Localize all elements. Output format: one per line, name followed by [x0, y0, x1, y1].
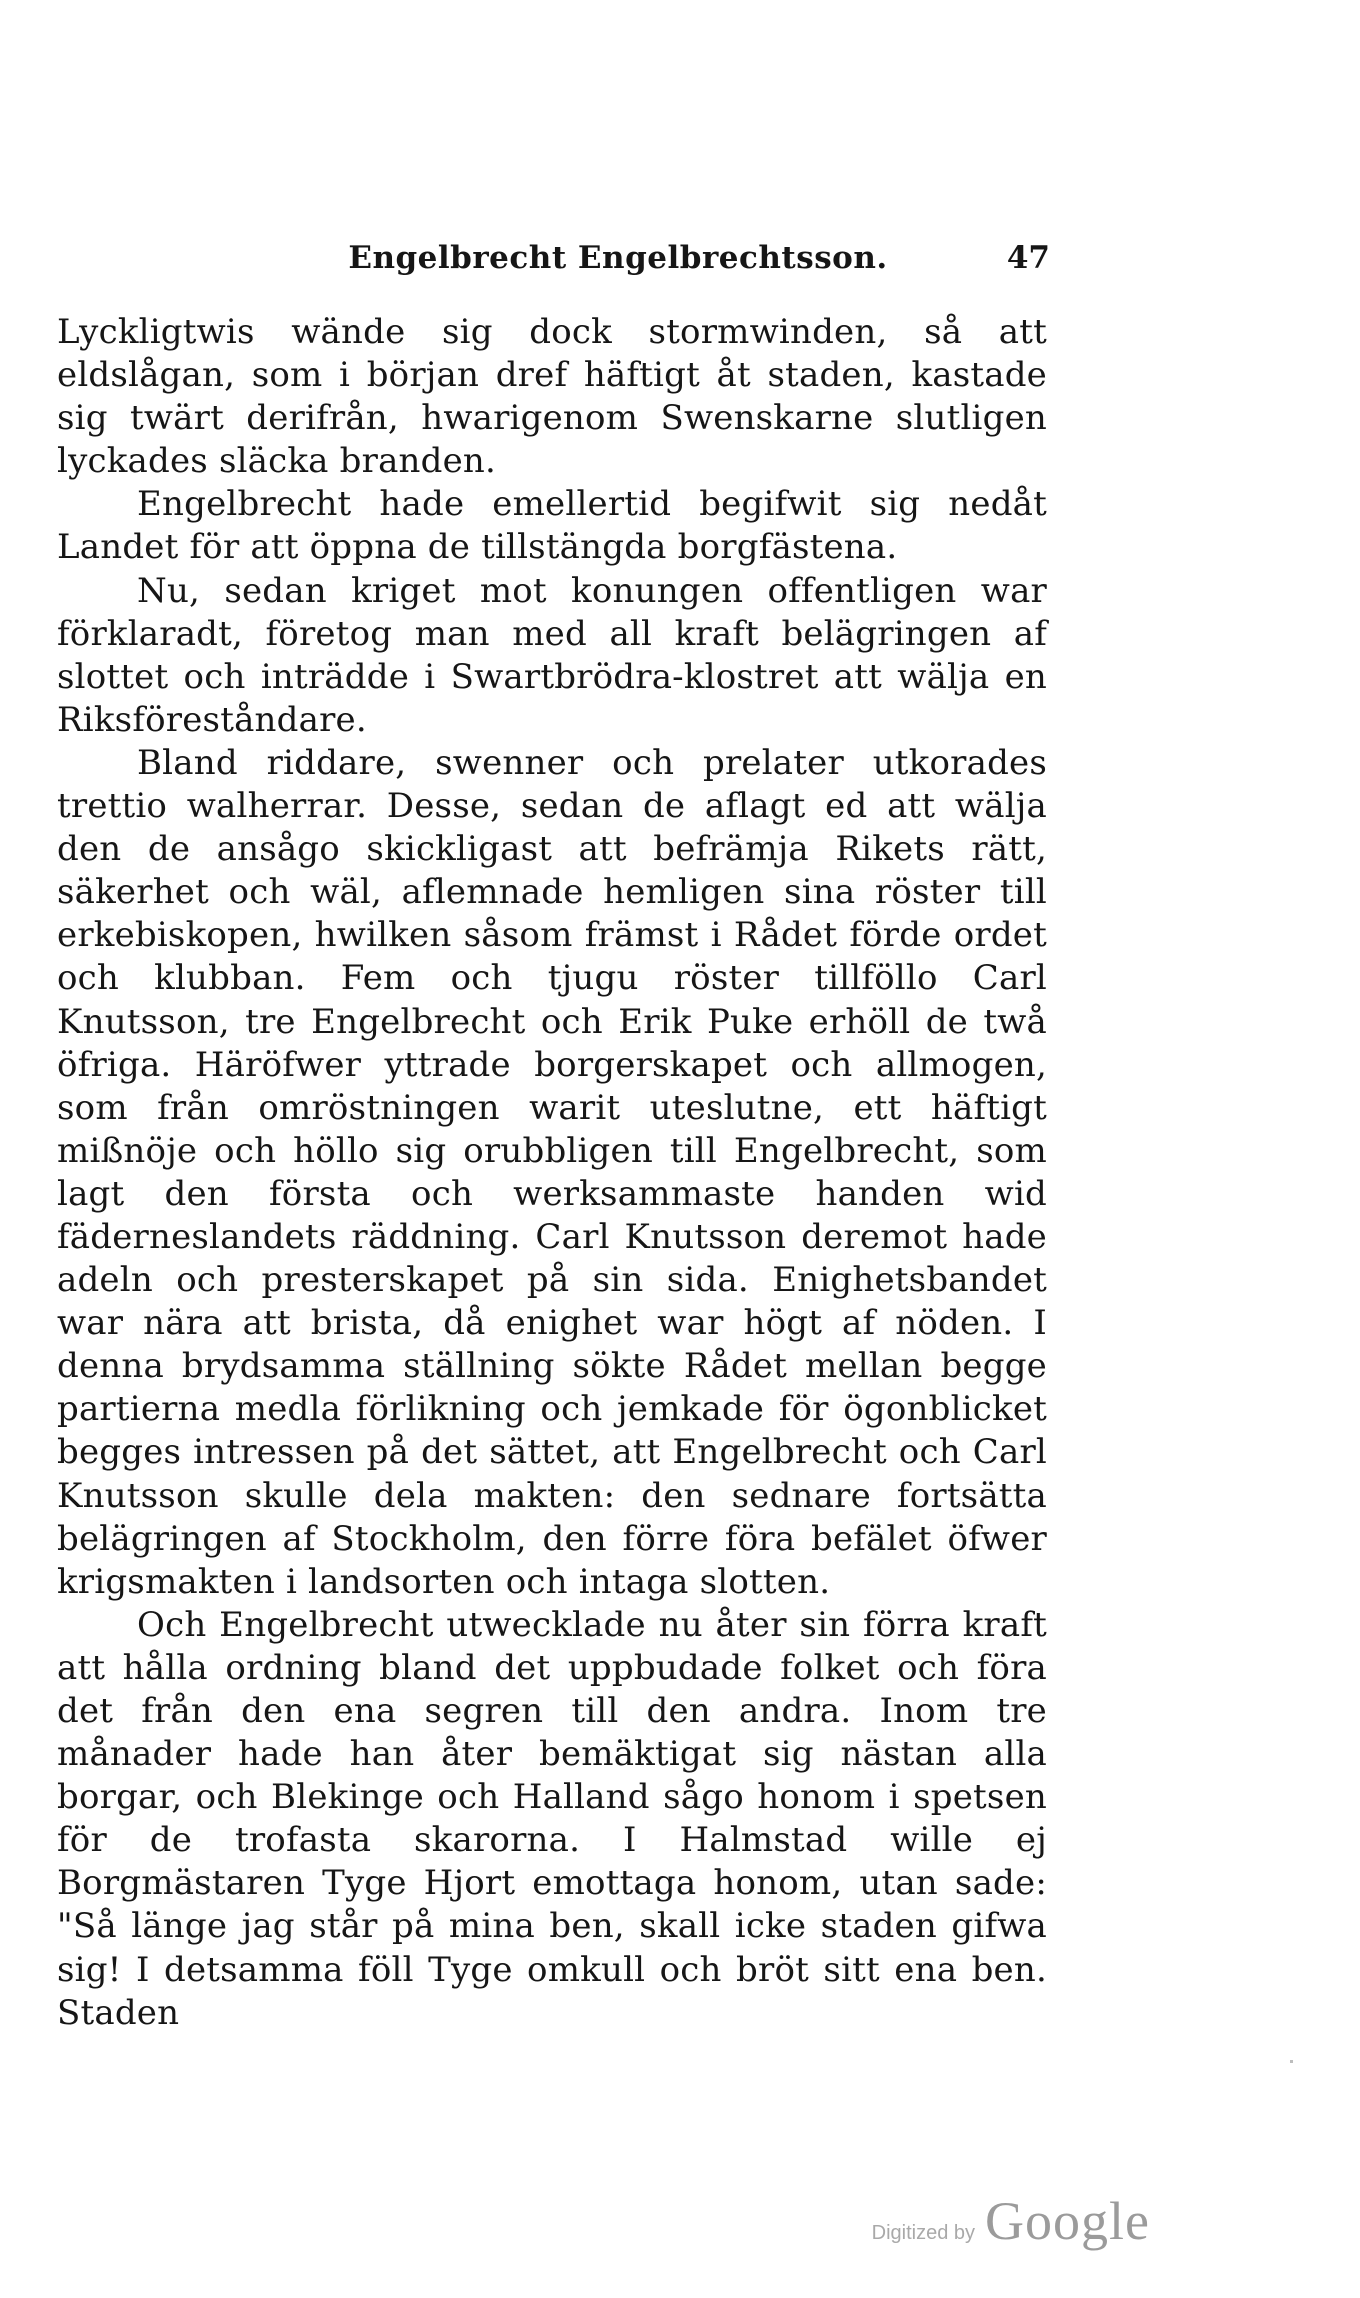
running-title: Engelbrecht Engelbrechtsson. — [348, 240, 888, 276]
page-number: 47 — [1006, 240, 1050, 276]
google-logo: Google — [985, 2191, 1150, 2251]
paragraph-2: Engelbrecht hade emellertid begifwit sig nedåt Landet för att öppna de tillstängda borgfästena. — [57, 484, 1047, 568]
scan-speck — [1290, 2060, 1293, 2063]
paragraph-3: Nu, sedan kriget mot konungen offentligen war förklaradt, företog man med all kraft belägringen af slottet och inträdde i Swartbrödra-klostret att wälja en Riksföreståndare. — [57, 570, 1047, 740]
paragraph-4: Bland riddare, swenner och prelater utkorades trettio walherrar. Desse, sedan de aflagt ed att wälja den de ansågo skickligast att befrämja Rikets rätt, säkerhet och wäl, aflemnade hemligen sina röster till erkebiskopen, hwilken såsom främst i Rådet förde ordet och klubban. Fem och tjugu röster tillföllo Carl Knutsson, tre Engelbrecht och Erik Puke erhöll de twå öfriga. Häröfwer yttrade borgerskapet och allmogen, som från omröstningen warit uteslutne, ett häftigt mißnöje och höllo sig orubbligen till Engelbrecht, som lagt den första och werksammaste handen wid fäderneslandets räddning. Carl Knutsson deremot hade adeln och presterskapet på sin sida. Enighetsbandet war nära att brista, då enighet war högt af nöden. I denna brydsamma ställning sökte Rådet mellan begge partierna medla förlikning och jemkade för ögonblicket begges intressen på det sättet, att Engelbrecht och Carl Knutsson skulle dela makten: den sednare fortsätta belägringen af Stockholm, den förre föra befälet öfwer krigsmakten i landsorten och intaga slotten. — [57, 742, 1047, 1602]
page-header — [338, 232, 1050, 286]
paragraph-1: Lyckligtwis wände sig dock stormwinden, så att eldslågan, som i början dref häftigt åt staden, kastade sig twärt derifrån, hwarigenom Swenskarne slutligen lyckades släcka branden. — [57, 312, 1047, 482]
digitized-by-label: Digitized by — [871, 2222, 976, 2244]
paragraph-5: Och Engelbrecht utwecklade nu åter sin förra kraft att hålla ordning bland det uppbudade folket och föra det från den ena segren till den andra. Inom tre månader hade han åter bemäktigat sig nästan alla borgar, och Blekinge och Halland sågo honom i spetsen för de trofasta skarorna. I Halmstad wille ej Borgmästaren Tyge Hjort emottaga honom, utan sade: "Så länge jag står på mina ben, skall icke staden gifwa sig! I detsamma föll Tyge omkull och bröt sitt ena ben. Staden — [57, 1604, 1047, 2033]
digitization-watermark — [872, 2190, 1150, 2252]
body-text — [57, 311, 1047, 2035]
